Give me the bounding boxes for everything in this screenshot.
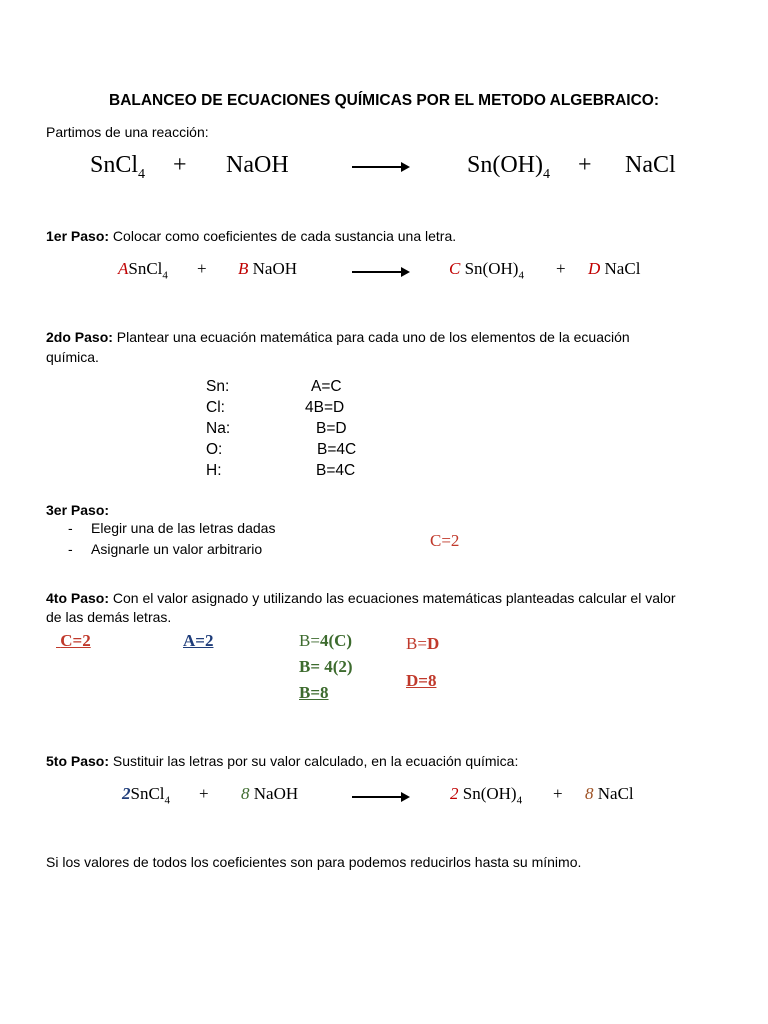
- element-equation: B=4C: [316, 462, 356, 479]
- step1-term-b: B NaOH: [238, 259, 298, 278]
- element-equation: B=D: [316, 420, 347, 437]
- product-snoh4: $Sn(OH)_4$: [467, 152, 550, 182]
- reactant-sncl4: SnCl$_4$: [90, 152, 146, 182]
- element-label: Sn:: [206, 378, 230, 395]
- step4-c-value: C=2: [60, 631, 91, 650]
- reaction-arrow: [352, 271, 408, 273]
- step3-bullet: Elegir una de las letras dadas: [91, 520, 276, 536]
- plus-sign: +: [578, 152, 592, 178]
- plus-sign: +: [197, 259, 207, 278]
- step2-text-line2: química.: [46, 349, 99, 365]
- reaction-arrow: [352, 796, 408, 798]
- step3-label: 3er Paso:: [46, 502, 110, 518]
- step2-text-line1: 2do Paso: Plantear una ecuación matemática para cada uno de los elementos de la ecuación: [46, 329, 630, 345]
- page-title: BALANCEO DE ECUACIONES QUÍMICAS POR EL METODO ALGEBRAICO:: [109, 92, 659, 109]
- step4-b-line2: B= 4(2): [299, 657, 353, 676]
- step5-term-2: 8 NaOH: [241, 784, 299, 803]
- step4-b-line3: B=8: [299, 683, 329, 702]
- element-equation: B=4C: [317, 441, 357, 458]
- plus-sign: +: [199, 784, 209, 803]
- bullet-mark: -: [68, 520, 73, 536]
- step3-bullet: Asignarle un valor arbitrario: [91, 541, 263, 557]
- step4-text-line1: 4to Paso: Con el valor asignado y utilizando las ecuaciones matemáticas planteadas calcular el valor: [46, 590, 676, 606]
- step1-term-c: C $Sn(OH)_4$: [449, 259, 524, 282]
- step5-text: 5to Paso: Sustituir las letras por su valor calculado, en la ecuación química:: [46, 753, 519, 769]
- step1-term-d: D NaCl: [588, 259, 641, 278]
- step4-a-value: A=2: [183, 631, 214, 650]
- element-equation: 4B=D: [305, 399, 345, 416]
- step4-d-line2: D=8: [406, 671, 437, 690]
- bullet-mark: -: [68, 541, 73, 557]
- step4-d-line1: B=D: [406, 634, 440, 653]
- intro-text: Partimos de una reacción:: [46, 124, 209, 140]
- element-label: Na:: [206, 420, 231, 437]
- reactant-naoh: NaOH: [226, 152, 289, 178]
- element-label: Cl:: [206, 399, 225, 416]
- step4-b-line1: B=4(C): [299, 631, 353, 650]
- step3-chosen-value: C=2: [430, 531, 460, 550]
- step1-term-a: ASnCl$_4$: [118, 259, 168, 282]
- element-label: O:: [206, 441, 223, 458]
- closing-text: Si los valores de todos los coeficientes son para podemos reducirlos hasta su mínimo.: [46, 854, 582, 870]
- step4-text-line2: de las demás letras.: [46, 609, 172, 625]
- step1-text: 1er Paso: Colocar como coeficientes de cada sustancia una letra.: [46, 228, 457, 244]
- step5-term-4: 8 NaCl: [585, 784, 634, 803]
- plus-sign: +: [173, 152, 187, 178]
- element-equation: A=C: [311, 378, 342, 395]
- step5-term-1: 2SnCl$_4$: [122, 784, 171, 807]
- plus-sign: +: [556, 259, 566, 278]
- element-label: H:: [206, 462, 222, 479]
- step5-term-3: 2 $Sn(OH)_4$: [450, 784, 523, 807]
- product-nacl: NaCl: [625, 152, 676, 178]
- plus-sign: +: [553, 784, 563, 803]
- reaction-arrow: [352, 166, 408, 168]
